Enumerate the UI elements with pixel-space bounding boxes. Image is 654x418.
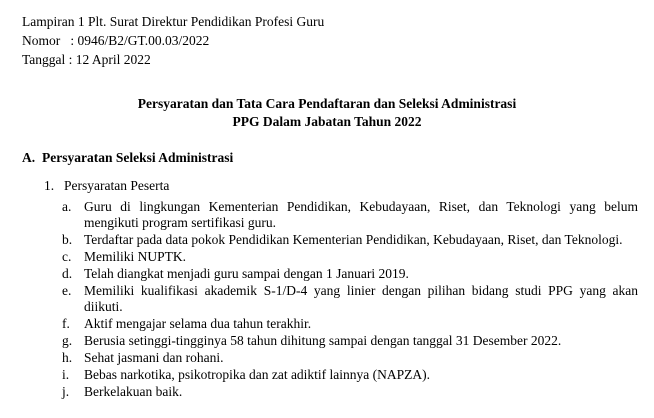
document-title-line-2: PPG Dalam Jabatan Tahun 2022 [232,114,422,129]
list-item [62,283,638,315]
list-item [62,350,638,366]
list-item-text: Memiliki NUPTK. [84,249,187,264]
list-item-letter: d. [62,266,73,281]
list-item-letter: g. [62,333,73,348]
list-item-text: Bebas narkotika, psikotropika dan zat adiktif lainnya (NAPZA). [84,367,431,382]
document-title-line-1: Persyaratan dan Tata Cara Pendaftaran dan Seleksi Administrasi [137,96,517,111]
list-item-letter: j. [62,384,70,399]
list-item [62,249,638,265]
list-item-letter: a. [62,199,72,214]
list-item [62,232,638,248]
section-heading-text: Persyaratan Seleksi Administrasi [42,150,234,165]
list-item-letter: e. [62,283,72,298]
list-item-letter: f. [62,316,70,331]
attachment-line: Lampiran 1 Plt. Surat Direktur Pendidikan Profesi Guru [22,14,325,29]
list-item-text: Sehat jasmani dan rohani. [84,350,224,365]
letter-header [22,12,324,69]
list-item-letter: c. [62,249,72,264]
section-marker: A. [22,150,36,165]
list-item [62,333,638,349]
list-item [62,367,638,383]
subsection-heading [44,178,169,194]
list-item-letter: b. [62,232,73,247]
subsection-heading-text: Persyaratan Peserta [64,178,170,193]
subsection-marker: 1. [44,178,55,193]
list-item-text: Telah diangkat menjadi guru sampai dengan 1 Januari 2019. [84,266,409,281]
list-item-text: Guru di lingkungan Kementerian Pendidikan, Kebudayaan, Riset, dan Teknologi yang belum mengikuti program sertifikasi guru. [84,199,638,230]
number-line: Nomor : 0946/B2/GT.00.03/2022 [22,33,210,48]
list-item [62,266,638,282]
list-item [62,384,638,400]
date-line: Tanggal : 12 April 2022 [22,52,151,67]
section-heading [22,150,233,166]
list-item-text: Berusia setinggi-tingginya 58 tahun dihitung sampai dengan tanggal 31 Desember 2022. [84,333,562,348]
list-item [62,199,638,231]
list-item-text: Berkelakuan baik. [84,384,183,399]
list-item-text: Memiliki kualifikasi akademik S-1/D-4 yang linier dengan pilihan bidang studi PPG yang akan diikuti. [84,283,638,314]
list-item-letter: i. [62,367,70,382]
list-item [62,316,638,332]
list-item-letter: h. [62,350,73,365]
requirements-list [62,199,638,401]
list-item-text: Terdaftar pada data pokok Pendidikan Kementerian Pendidikan, Kebudayaan, Riset, dan Teknologi. [84,232,623,247]
list-item-text: Aktif mengajar selama dua tahun terakhir. [84,316,312,331]
